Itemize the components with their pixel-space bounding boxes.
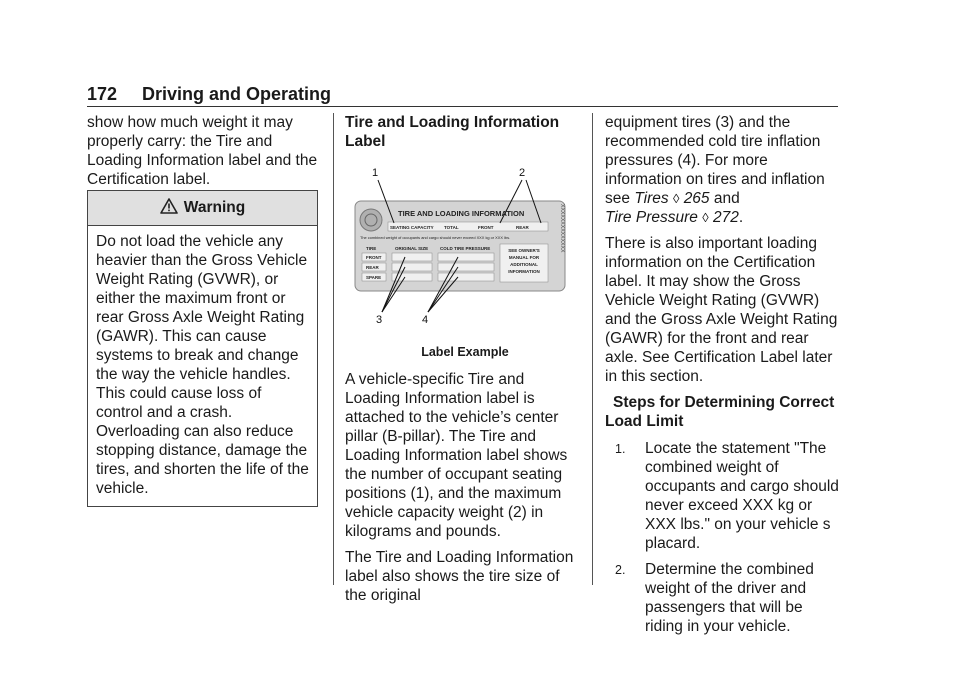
- period-text: .: [738, 209, 744, 226]
- label-see-manual-4: INFORMATION: [508, 269, 540, 274]
- tire-label-illustration: [340, 160, 585, 340]
- label-row-spare: SPARE: [366, 275, 382, 280]
- step-text: Locate the statement "The combined weight of occupants and cargo should never exceed XXX kg or XXX lbs." on your vehicle s placard.: [645, 440, 839, 552]
- label-side-marks: XXXXXXXXXXXXXX: [559, 204, 565, 253]
- header-rule: [87, 106, 838, 107]
- page-header: [87, 84, 837, 104]
- label-tire: TIRE: [366, 246, 377, 251]
- step-text: Determine the combined weight of the driver and passengers that will be riding in your vehicle.: [645, 561, 814, 635]
- label-row-front: FRONT: [366, 255, 382, 260]
- label-total: TOTAL: [444, 225, 459, 230]
- steps-list: [605, 439, 840, 636]
- list-item: [605, 439, 840, 553]
- label-front: FRONT: [478, 225, 494, 230]
- section-heading-tire-label: Tire and Loading Information Label: [345, 114, 560, 150]
- callout-1: 1: [372, 167, 379, 179]
- xref-tires-page[interactable]: 265: [683, 190, 710, 207]
- column-2: [345, 113, 580, 159]
- callout-4: 4: [422, 314, 429, 326]
- xref-tire-pressure-page[interactable]: 272: [712, 209, 739, 226]
- equipment-tires-text: equipment tires (3) and the recommended cold tire inflation pressures (4). For more information on tires and inflation see: [605, 114, 825, 207]
- column-divider-right: [592, 113, 593, 585]
- xref-tire-pressure-link[interactable]: Tire Pressure: [605, 209, 698, 226]
- step-number: 1.: [615, 442, 626, 456]
- label-see-manual-2: MANUAL FOR: [508, 255, 540, 260]
- section-heading-load-limit: Steps for Determining Correct Load Limit: [605, 394, 835, 430]
- label-example-figure: [340, 160, 585, 340]
- label-rear-header: REAR: [516, 225, 529, 230]
- certification-paragraph: There is also important loading information on the Certification label. It may show the Gross Vehicle Weight Rating (GVWR) and the Gross Axle Weight Rating (GAWR) for the front and rear axle. See Certification Label later in this section.: [605, 235, 838, 385]
- label-seating-capacity: SEATING CAPACITY: [390, 225, 434, 230]
- callout-2: 2: [519, 167, 526, 179]
- callout-3: 3: [376, 314, 383, 326]
- label-title: TIRE AND LOADING INFORMATION: [398, 209, 525, 218]
- warning-triangle-icon: [160, 198, 178, 219]
- column-3: [605, 113, 840, 643]
- tire-logo-icon: [360, 209, 382, 231]
- label-statement: The combined weight of occupants and cargo should never exceed XXX kg or XXX lbs.: [360, 235, 511, 240]
- warning-header: [88, 191, 317, 226]
- intro-paragraph: show how much weight it may properly carry: the Tire and Loading Information label and the Certification label.: [87, 114, 318, 188]
- warning-title: Warning: [183, 199, 246, 216]
- column-divider-left: [333, 113, 334, 585]
- xref-tires-link[interactable]: Tires: [634, 190, 669, 207]
- column-1: [87, 113, 322, 196]
- equipment-tires-paragraph: [605, 113, 840, 227]
- column-2-body: [345, 370, 580, 612]
- tire-label-paragraph-1: A vehicle-specific Tire and Loading Information label is attached to the vehicle’s center pillar (B-pillar). The Tire and Loading Information label shows the number of occupant seating positions (1), and the maximum vehicle capacity weight (2) in kilograms and pounds.: [345, 371, 568, 540]
- warning-body: Do not load the vehicle any heavier than the Gross Vehicle Weight Rating (GVWR), or either the maximum front or rear Gross Axle Weight Rating (GAWR). This can cause systems to break and change the way the vehicle handles. This could cause loss of control and a crash. Overloading can also reduce stopping distance, damage the tires, and shorten the life of the vehicle.: [96, 233, 309, 497]
- label-original-size: ORIGINAL SIZE: [395, 246, 429, 251]
- label-see-manual-3: ADDITIONAL: [510, 262, 538, 267]
- step-number: 2.: [615, 563, 626, 577]
- and-text: and: [709, 190, 740, 207]
- label-see-manual-1: SEE OWNER'S: [508, 248, 540, 253]
- warning-box: [87, 190, 318, 507]
- tire-label-paragraph-2: The Tire and Loading Information label also shows the tire size of the original: [345, 549, 574, 604]
- label-cold-tire-pressure: COLD TIRE PRESSURE: [440, 246, 491, 251]
- page-number: 172: [87, 84, 118, 104]
- label-row-rear: REAR: [366, 265, 379, 270]
- section-title: Driving and Operating: [142, 84, 332, 104]
- xref-arrow-icon: ◊: [672, 191, 680, 206]
- figure-caption: Label Example: [421, 345, 509, 359]
- xref-arrow-icon: ◊: [702, 210, 709, 225]
- list-item: [605, 560, 840, 636]
